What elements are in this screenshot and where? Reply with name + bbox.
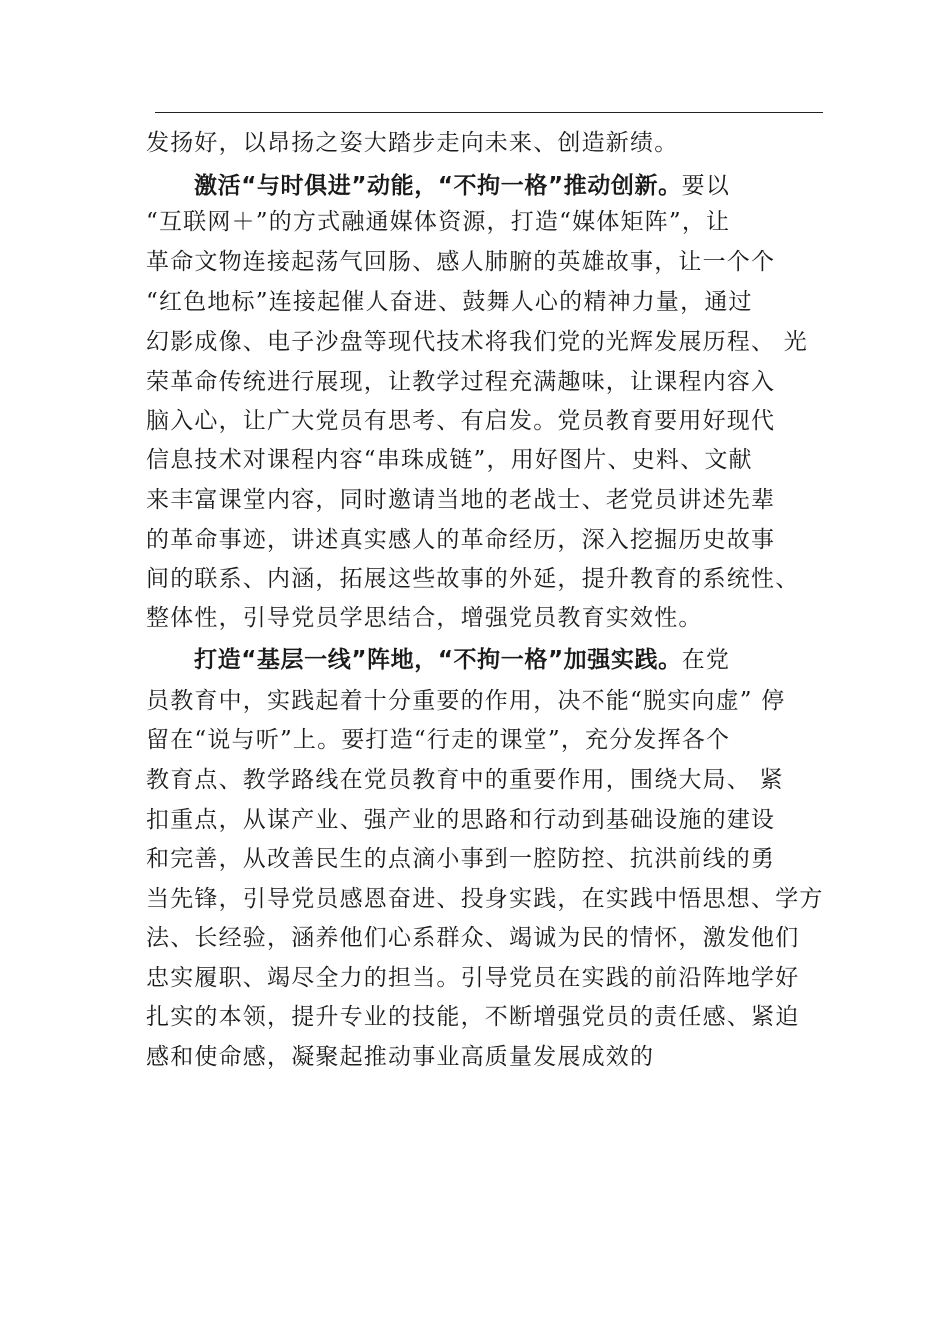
text-line: 员教育中，实践起着十分重要的作用，决不能“脱实向虚” 停 xyxy=(146,688,786,714)
section-heading: 激活“与时俱进”动能，“不拘一格”推动创新。 xyxy=(194,173,682,199)
text-line: 留在“说与听”上。要打造“行走的课堂”，充分发挥各个 xyxy=(146,727,731,753)
paragraph-heading-line: 激活“与时俱进”动能，“不拘一格”推动创新。要以 xyxy=(194,173,731,199)
text-line: 扣重点，从谋产业、强产业的思路和行动到基础设施的建设 xyxy=(146,807,776,833)
paragraph-heading-line: 打造“基层一线”阵地，“不拘一格”加强实践。在党 xyxy=(194,647,731,673)
text-line: 扎实的本领，提升专业的技能，不断增强党员的责任感、紧迫 xyxy=(146,1004,800,1030)
text-line: 教育点、教学路线在党员教育中的重要作用，围绕大局、 紧 xyxy=(146,767,784,793)
text-line: 幻影成像、电子沙盘等现代技术将我们党的光辉发展历程、 光 xyxy=(146,329,808,355)
text-line: 脑入心，让广大党员有思考、有启发。党员教育要用好现代 xyxy=(146,408,776,434)
text-line: 革命文物连接起荡气回肠、感人肺腑的英雄故事，让一个个 xyxy=(146,249,776,275)
text-line: 荣革命传统进行展现，让教学过程充满趣味，让课程内容入 xyxy=(146,369,776,395)
text-line: “互联网＋”的方式融通媒体资源，打造“媒体矩阵”，让 xyxy=(146,209,731,235)
text-line: 和完善，从改善民生的点滴小事到一腔防控、抗洪前线的勇 xyxy=(146,846,776,872)
text-line: 来丰富课堂内容，同时邀请当地的老战士、老党员讲述先辈 xyxy=(146,487,776,513)
header-rule xyxy=(155,112,823,113)
section-heading: 打造“基层一线”阵地，“不拘一格”加强实践。 xyxy=(194,647,682,673)
text-line: 发扬好，以昂扬之姿大踏步走向未来、创造新绩。 xyxy=(146,130,679,156)
text-line: 法、长经验，涵养他们心系群众、竭诚为民的情怀，激发他们 xyxy=(146,925,800,951)
text-line: 的革命事迹，讲述真实感人的革命经历，深入挖掘历史故事 xyxy=(146,527,776,553)
text-line: “红色地标”连接起催人奋进、鼓舞人心的精神力量，通过 xyxy=(146,289,753,315)
text-line: 当先锋，引导党员感恩奋进、投身实践，在实践中悟思想、学方 xyxy=(146,886,824,912)
text-line: 间的联系、内涵，拓展这些故事的外延，提升教育的系统性、 xyxy=(146,566,800,592)
text-line: 感和使命感，凝聚起推动事业高质量发展成效的 xyxy=(146,1044,655,1070)
text-line: 信息技术对课程内容“串珠成链”，用好图片、史料、文献 xyxy=(146,447,753,473)
text-line: 整体性，引导党员学思结合，增强党员教育实效性。 xyxy=(146,605,703,631)
text-line: 忠实履职、竭尽全力的担当。引导党员在实践的前沿阵地学好 xyxy=(146,965,800,991)
